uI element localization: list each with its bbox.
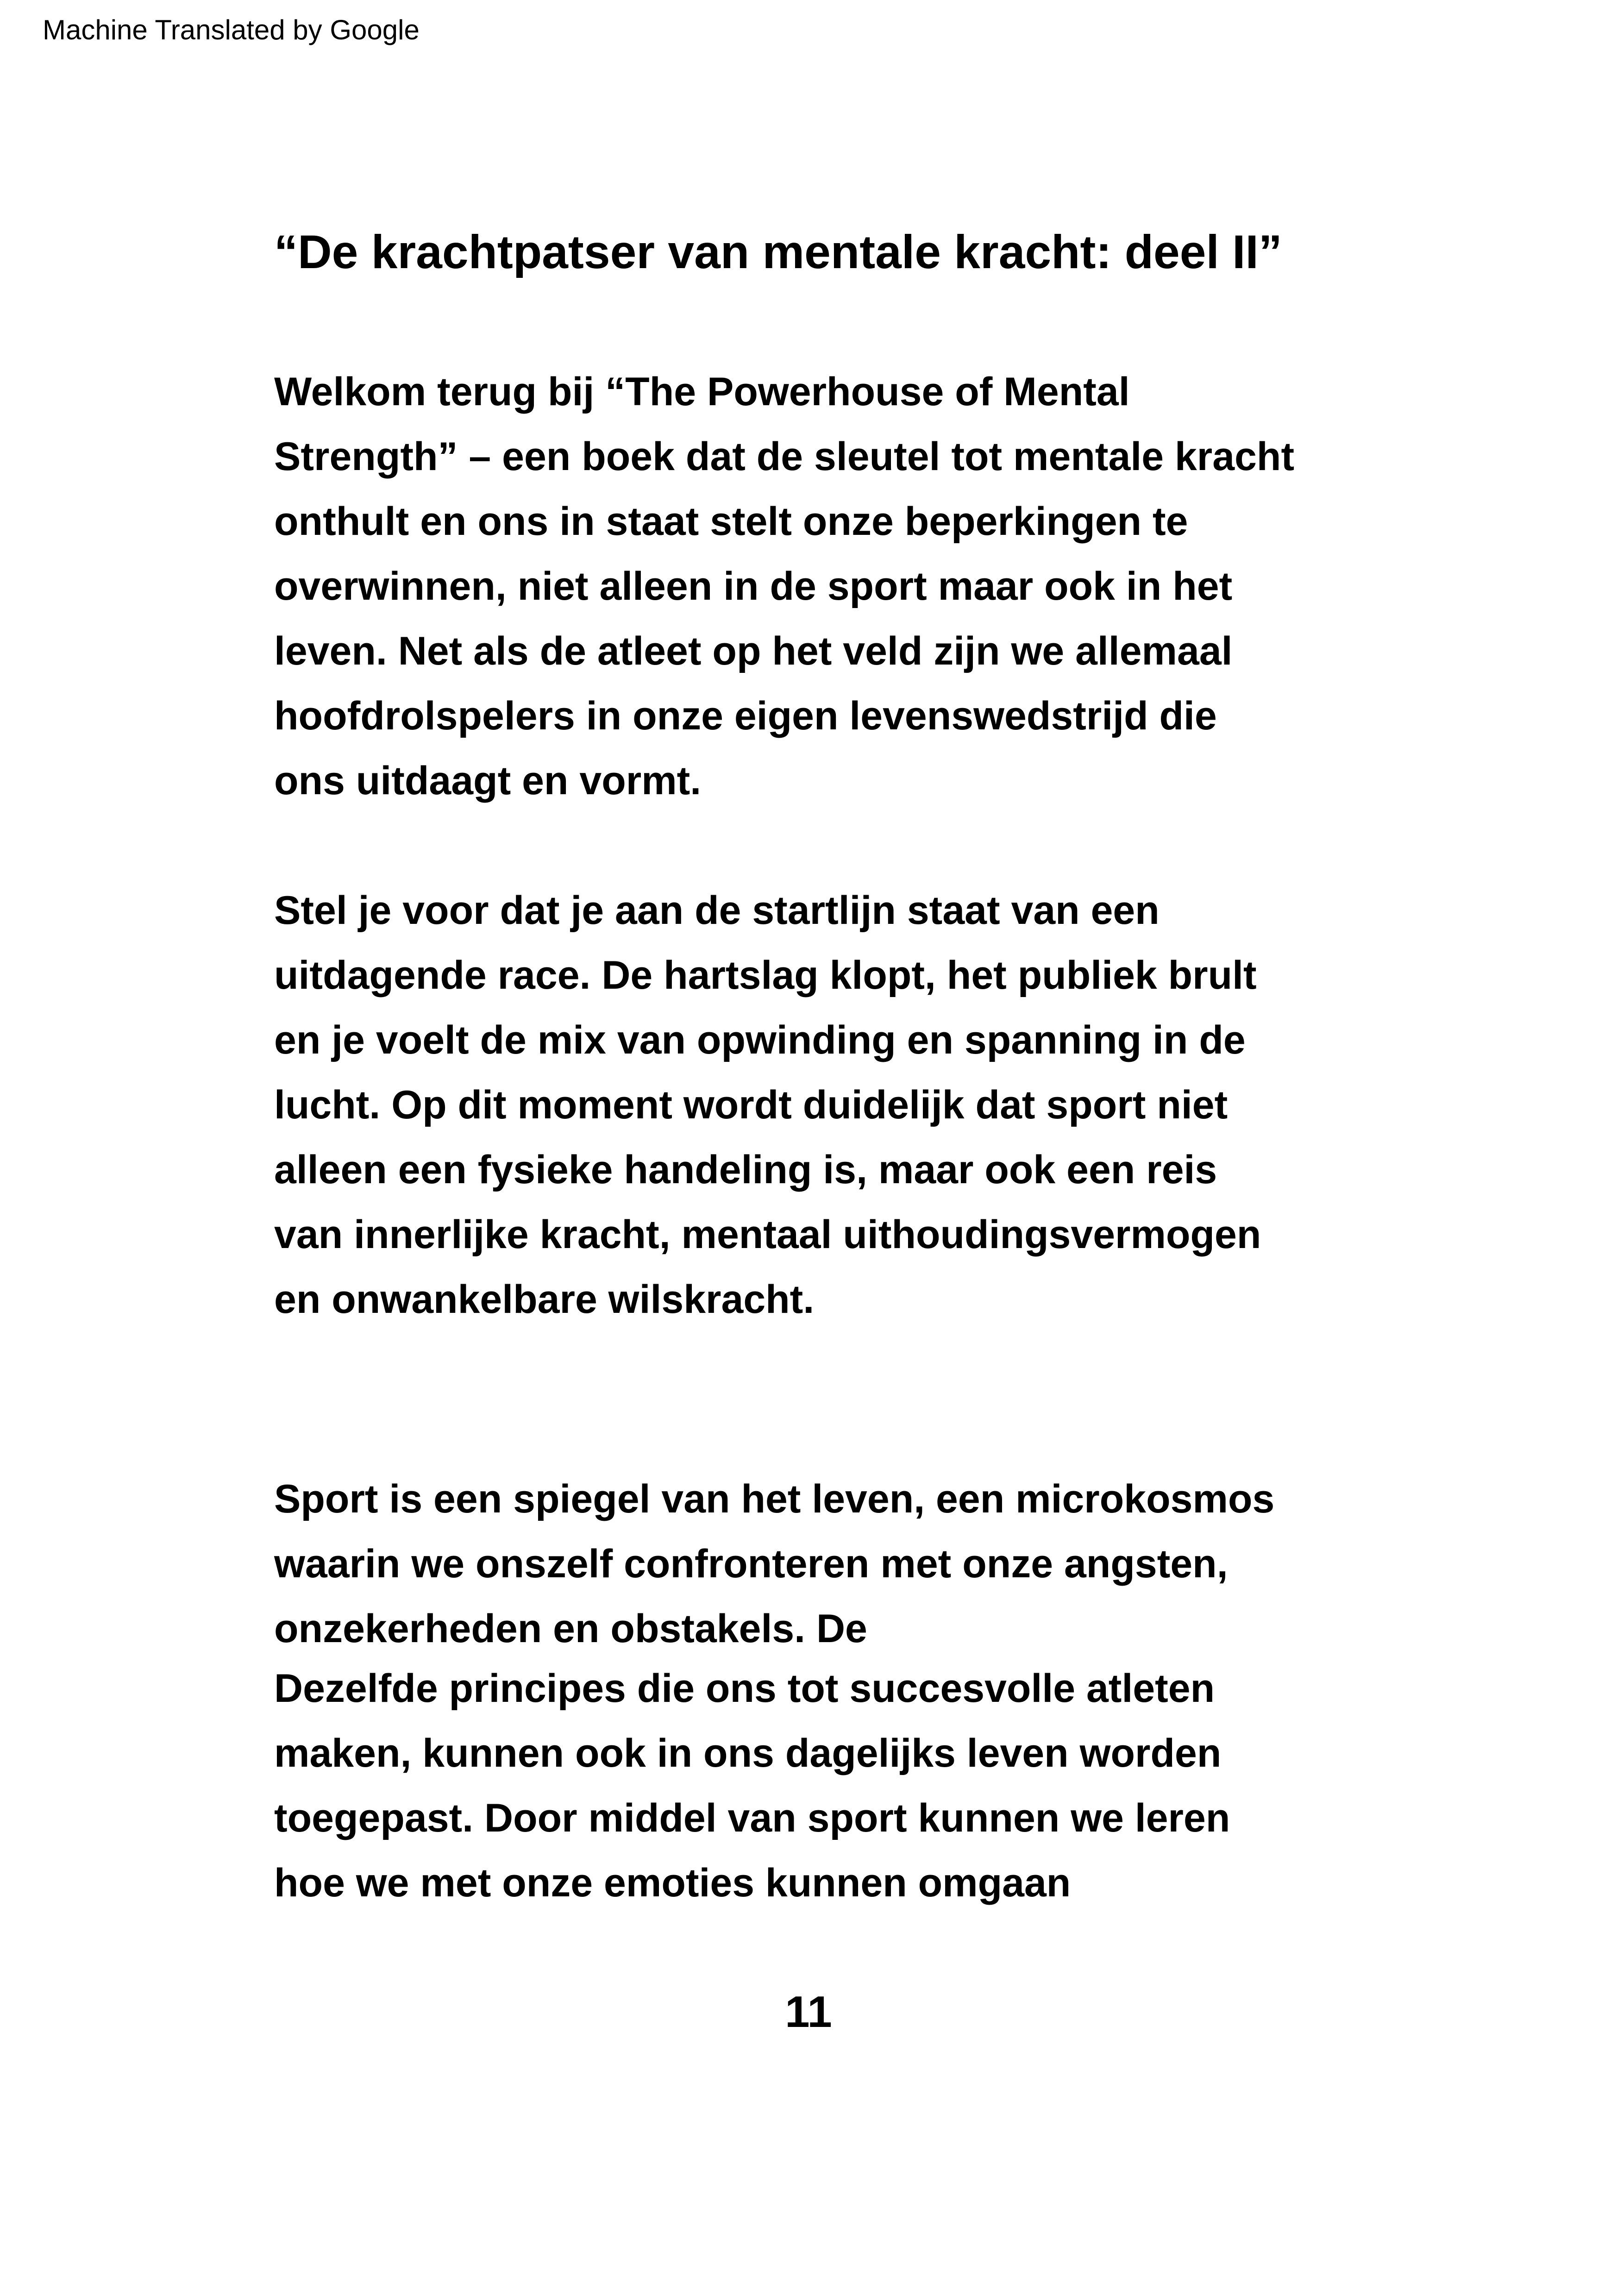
paragraph-line: alleen een fysieke handeling is, maar ook een reis bbox=[274, 1148, 1217, 1192]
paragraph-line: Strength” – een boek dat de sleutel tot mentale kracht bbox=[274, 434, 1295, 479]
paragraph-line: Dezelfde principes die ons tot succesvolle atleten bbox=[274, 1666, 1215, 1711]
paragraph-line: en je voelt de mix van opwinding en spanning in de bbox=[274, 1018, 1246, 1062]
paragraph-line: lucht. Op dit moment wordt duidelijk dat sport niet bbox=[274, 1083, 1228, 1127]
paragraph-line: Sport is een spiegel van het leven, een microkosmos bbox=[274, 1477, 1275, 1521]
chapter-title: “De krachtpatser van mentale kracht: deel II” bbox=[274, 226, 1282, 278]
paragraph-line: hoofdrolspelers in onze eigen levenswedstrijd die bbox=[274, 694, 1217, 738]
paragraph-line: onzekerheden en obstakels. De bbox=[274, 1606, 867, 1651]
paragraph-line: waarin we onszelf confronteren met onze angsten, bbox=[274, 1542, 1228, 1586]
paragraph-line: onthult en ons in staat stelt onze beperkingen te bbox=[274, 499, 1188, 544]
paragraph-line: Stel je voor dat je aan de startlijn staat van een bbox=[274, 888, 1159, 933]
paragraph-line: Welkom terug bij “The Powerhouse of Mental bbox=[274, 370, 1130, 414]
paragraph-principles bbox=[274, 1656, 1230, 1915]
paragraph-line: ons uitdaagt en vormt. bbox=[274, 759, 702, 803]
paragraph-welcome bbox=[274, 359, 1294, 813]
paragraph-line: uitdagende race. De hartslag klopt, het publiek brult bbox=[274, 953, 1257, 997]
machine-translation-watermark: Machine Translated by Google bbox=[43, 14, 420, 45]
page-number: 11 bbox=[785, 1987, 832, 2037]
paragraph-line: van innerlijke kracht, mentaal uithoudingsvermogen bbox=[274, 1212, 1261, 1257]
paragraph-line: maken, kunnen ook in ons dagelijks leven worden bbox=[274, 1731, 1222, 1775]
paragraph-startline bbox=[274, 878, 1261, 1332]
paragraph-line: toegepast. Door middel van sport kunnen we leren bbox=[274, 1796, 1230, 1840]
paragraph-line: hoe we met onze emoties kunnen omgaan bbox=[274, 1861, 1071, 1905]
paragraph-line: overwinnen, niet alleen in de sport maar ook in het bbox=[274, 564, 1233, 609]
paragraph-sport-mirror bbox=[274, 1467, 1274, 1661]
paragraph-line: en onwankelbare wilskracht. bbox=[274, 1277, 815, 1322]
paragraph-line: leven. Net als de atleet op het veld zijn we allemaal bbox=[274, 629, 1233, 673]
